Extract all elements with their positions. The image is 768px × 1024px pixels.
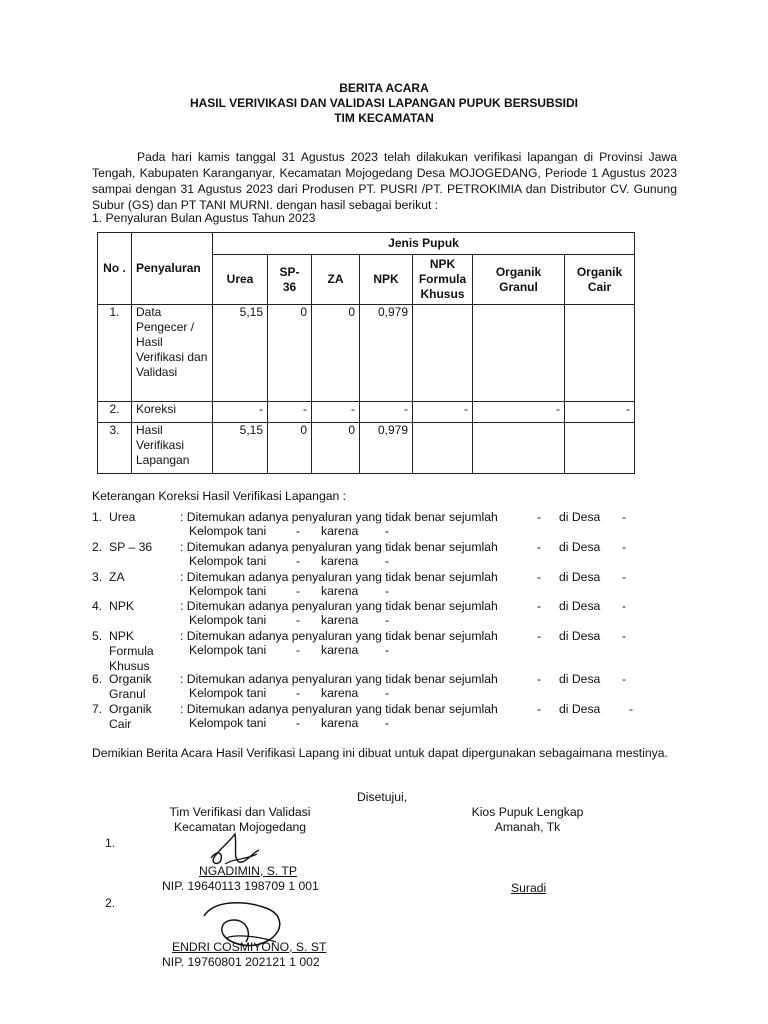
signer-number-1: 1. bbox=[105, 836, 116, 850]
cell: 0,979 bbox=[360, 305, 413, 402]
cell: 0 bbox=[312, 423, 360, 474]
row-label: Koreksi bbox=[132, 402, 213, 423]
ket-dash: - bbox=[622, 672, 627, 686]
col-header: SP- 36 bbox=[268, 255, 312, 305]
ket-desa-label: di Desa bbox=[559, 570, 601, 584]
ket-fertilizer-name: Organik Granul bbox=[109, 672, 152, 701]
ket-kelompok-label: Kelompok tani bbox=[189, 584, 267, 598]
cell: 0 bbox=[312, 305, 360, 402]
row-label: Hasil Verifikasi Lapangan bbox=[132, 423, 213, 474]
col-header: Organik Granul bbox=[473, 255, 565, 305]
ket-dash: - bbox=[622, 599, 627, 613]
ket-karena-label: karena bbox=[321, 584, 359, 598]
ket-dash: - bbox=[537, 540, 542, 554]
cell bbox=[565, 305, 635, 402]
ket-dash: - bbox=[537, 570, 542, 584]
ket-dash: - bbox=[385, 613, 390, 627]
right-title-1: Kios Pupuk Lengkap bbox=[471, 805, 584, 819]
ket-dash: - bbox=[296, 613, 301, 627]
ket-dash: - bbox=[385, 554, 390, 568]
ket-dash: - bbox=[296, 554, 301, 568]
cell: 0 bbox=[268, 423, 312, 474]
ket-dash: - bbox=[296, 584, 301, 598]
ket-number: 1. bbox=[92, 510, 103, 524]
table-row bbox=[98, 402, 635, 423]
ket-statement: : Ditemukan adanya penyaluran yang tidak benar sejumlah bbox=[180, 570, 498, 584]
left-title-2: Kecamatan Mojogedang bbox=[173, 820, 307, 834]
ket-number: 7. bbox=[92, 702, 103, 716]
left-title-1: Tim Verifikasi dan Validasi bbox=[169, 805, 311, 819]
ket-dash: - bbox=[296, 643, 301, 657]
ket-kelompok-label: Kelompok tani bbox=[189, 554, 267, 568]
ket-dash: - bbox=[385, 643, 390, 657]
signer-name-1: NGADIMIN, S. TP bbox=[199, 864, 297, 878]
ket-desa-label: di Desa bbox=[559, 510, 601, 524]
cell: 0 bbox=[268, 305, 312, 402]
ket-fertilizer-name: Organik Cair bbox=[109, 702, 152, 731]
ket-statement: : Ditemukan adanya penyaluran yang tidak benar sejumlah bbox=[180, 702, 498, 716]
doc-title-3: TIM KECAMATAN bbox=[334, 111, 434, 125]
cell: - bbox=[565, 402, 635, 423]
signer-nip-1: NIP. 19640113 198709 1 001 bbox=[162, 879, 319, 893]
ket-karena-label: karena bbox=[321, 613, 359, 627]
col-penyaluran-header: Penyaluran bbox=[132, 233, 213, 305]
cell bbox=[413, 423, 473, 474]
cell: - bbox=[213, 402, 268, 423]
ket-karena-label: karena bbox=[321, 716, 359, 730]
cell: 5,15 bbox=[213, 305, 268, 402]
row-no: 2. bbox=[98, 402, 132, 423]
ket-kelompok-label: Kelompok tani bbox=[189, 686, 267, 700]
row-no: 3. bbox=[98, 423, 132, 474]
ket-dash: - bbox=[385, 584, 390, 598]
distribution-table bbox=[97, 232, 635, 474]
intro-paragraph: Pada hari kamis tanggal 31 Agustus 2023 telah dilakukan verifikasi lapangan di Provinsi Jawa Tengah, Kabupaten Karanganyar, Kecamatan Mojogedang Desa MOJOGEDANG, Periode 1 Agustus 2023 sampai dengan 31 Agustus 2023 dari Produsen PT. PUSRI /PT. PETROKIMIA dan Distributor CV. Gunung Subur (GS) dan PT TANI MURNI. dengan hasil sebagai berikut : bbox=[92, 150, 677, 212]
ket-fertilizer-name: NPK Formula Khusus bbox=[109, 629, 154, 673]
ket-dash: - bbox=[385, 686, 390, 700]
keterangan-title: Keterangan Koreksi Hasil Verifikasi Lapangan : bbox=[92, 489, 347, 503]
ket-dash: - bbox=[622, 570, 627, 584]
table-row bbox=[98, 305, 635, 402]
ket-desa-label: di Desa bbox=[559, 629, 601, 643]
ket-fertilizer-name: SP – 36 bbox=[109, 540, 153, 554]
col-header: Organik Cair bbox=[565, 255, 635, 305]
ket-kelompok-label: Kelompok tani bbox=[189, 716, 267, 730]
jenis-pupuk-header: Jenis Pupuk bbox=[213, 233, 635, 255]
row-label: Data Pengecer / Hasil Verifikasi dan Validasi bbox=[132, 305, 213, 402]
ket-statement: : Ditemukan adanya penyaluran yang tidak benar sejumlah bbox=[180, 599, 498, 613]
ket-dash: - bbox=[629, 702, 634, 716]
signer-number-2: 2. bbox=[105, 896, 116, 910]
ket-dash: - bbox=[296, 686, 301, 700]
cell: - bbox=[312, 402, 360, 423]
ket-dash: - bbox=[537, 672, 542, 686]
ket-fertilizer-name: Urea bbox=[109, 510, 136, 524]
row-no: 1. bbox=[98, 305, 132, 402]
col-header: NPK Formula Khusus bbox=[413, 255, 473, 305]
ket-karena-label: karena bbox=[321, 686, 359, 700]
ket-dash: - bbox=[537, 702, 542, 716]
signer-name-2: ENDRI COSMIYONO, S. ST bbox=[172, 940, 327, 954]
approved-label: Disetujui, bbox=[357, 790, 408, 804]
ket-dash: - bbox=[537, 629, 542, 643]
ket-number: 5. bbox=[92, 629, 103, 643]
ket-number: 6. bbox=[92, 672, 103, 686]
cell bbox=[413, 305, 473, 402]
col-no-header: No . bbox=[98, 233, 132, 305]
ket-number: 4. bbox=[92, 599, 103, 613]
ket-dash: - bbox=[622, 629, 627, 643]
cell: - bbox=[360, 402, 413, 423]
closing-paragraph: Demikian Berita Acara Hasil Verifikasi Lapang ini dibuat untuk dapat dipergunakan sebagaimana mestinya. bbox=[92, 746, 668, 760]
ket-karena-label: karena bbox=[321, 524, 359, 538]
cell bbox=[473, 305, 565, 402]
cell: 5,15 bbox=[213, 423, 268, 474]
table-row bbox=[98, 423, 635, 474]
ket-number: 2. bbox=[92, 540, 103, 554]
ket-desa-label: di Desa bbox=[559, 672, 601, 686]
ket-karena-label: karena bbox=[321, 554, 359, 568]
doc-title-1: BERITA ACARA bbox=[339, 81, 429, 95]
ket-statement: : Ditemukan adanya penyaluran yang tidak benar sejumlah bbox=[180, 672, 498, 686]
ket-dash: - bbox=[296, 524, 301, 538]
col-header: Urea bbox=[213, 255, 268, 305]
doc-title-2: HASIL VERIVIKASI DAN VALIDASI LAPANGAN PUPUK BERSUBSIDI bbox=[189, 96, 579, 110]
ket-statement: : Ditemukan adanya penyaluran yang tidak benar sejumlah bbox=[180, 510, 498, 524]
ket-statement: : Ditemukan adanya penyaluran yang tidak benar sejumlah bbox=[180, 629, 498, 643]
ket-fertilizer-name: NPK bbox=[109, 599, 135, 613]
right-signer-name: Suradi bbox=[511, 881, 547, 895]
ket-dash: - bbox=[385, 716, 390, 730]
ket-desa-label: di Desa bbox=[559, 599, 601, 613]
ket-karena-label: karena bbox=[321, 643, 359, 657]
ket-dash: - bbox=[622, 540, 627, 554]
ket-dash: - bbox=[385, 524, 390, 538]
col-header: ZA bbox=[312, 255, 360, 305]
cell: 0,979 bbox=[360, 423, 413, 474]
ket-desa-label: di Desa bbox=[559, 540, 601, 554]
ket-statement: : Ditemukan adanya penyaluran yang tidak benar sejumlah bbox=[180, 540, 498, 554]
section-1-title: 1. Penyaluran Bulan Agustus Tahun 2023 bbox=[92, 211, 316, 225]
ket-desa-label: di Desa bbox=[559, 702, 601, 716]
ket-fertilizer-name: ZA bbox=[109, 570, 125, 584]
ket-dash: - bbox=[537, 599, 542, 613]
ket-dash: - bbox=[537, 510, 542, 524]
ket-number: 3. bbox=[92, 570, 103, 584]
ket-dash: - bbox=[622, 510, 627, 524]
cell: - bbox=[413, 402, 473, 423]
signer-nip-2: NIP. 19760801 202121 1 002 bbox=[162, 955, 320, 969]
ket-kelompok-label: Kelompok tani bbox=[189, 524, 267, 538]
cell bbox=[565, 423, 635, 474]
ket-kelompok-label: Kelompok tani bbox=[189, 613, 267, 627]
ket-dash: - bbox=[296, 716, 301, 730]
col-header: NPK bbox=[360, 255, 413, 305]
cell: - bbox=[473, 402, 565, 423]
cell bbox=[473, 423, 565, 474]
cell: - bbox=[268, 402, 312, 423]
right-title-2: Amanah, Tk bbox=[494, 820, 561, 834]
ket-kelompok-label: Kelompok tani bbox=[189, 643, 267, 657]
